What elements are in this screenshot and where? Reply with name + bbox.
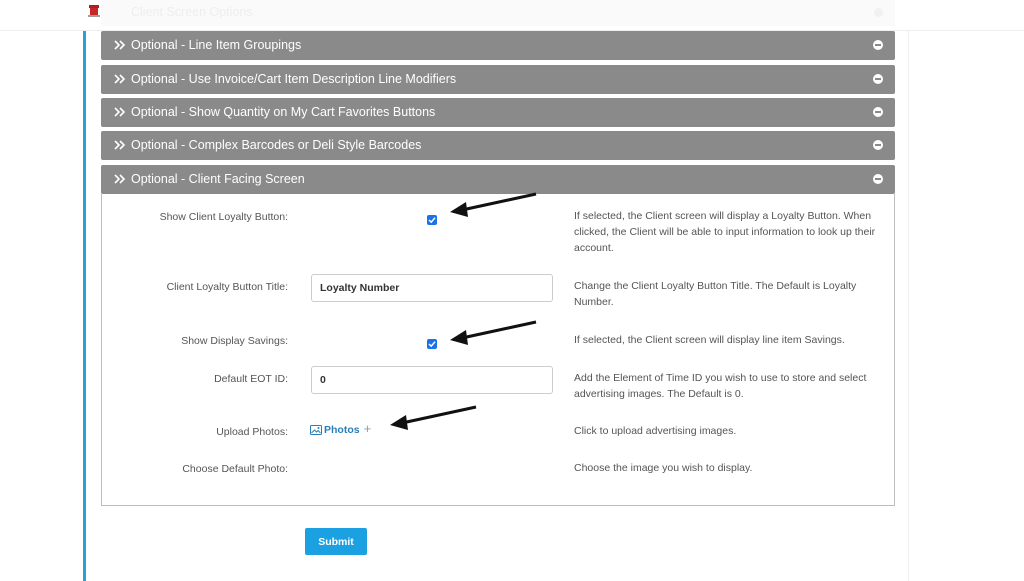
image-icon xyxy=(310,425,322,435)
loyalty-title-help: Change the Client Loyalty Button Title. The Default is Loyalty Number. xyxy=(574,280,857,308)
default-photo-label: Choose Default Photo: xyxy=(182,463,288,475)
loyalty-title-label: Client Loyalty Button Title: xyxy=(166,281,288,293)
accordion-title: Client Screen Options xyxy=(131,5,253,19)
loyalty-title-input[interactable] xyxy=(311,274,553,302)
accordion-title: Optional - Client Facing Screen xyxy=(131,172,305,186)
double-chevron-right-icon xyxy=(113,71,127,87)
collapse-icon xyxy=(874,8,883,17)
double-chevron-right-icon xyxy=(113,104,127,120)
default-photo-help: Choose the image you wish to display. xyxy=(574,462,753,474)
show-loyalty-label: Show Client Loyalty Button: xyxy=(159,211,288,223)
double-chevron-right-icon xyxy=(113,171,127,187)
show-loyalty-help: If selected, the Client screen will display a Loyalty Button. When clicked, the Client will be able to input information to look up their account. xyxy=(574,210,876,254)
show-savings-label: Show Display Savings: xyxy=(181,335,288,347)
collapse-icon[interactable] xyxy=(873,40,883,50)
plus-icon: + xyxy=(363,421,372,436)
show-loyalty-checkbox[interactable] xyxy=(427,215,437,225)
accordion-title: Optional - Use Invoice/Cart Item Description Line Modifiers xyxy=(131,72,457,86)
check-icon xyxy=(427,215,437,225)
accordion-title: Optional - Line Item Groupings xyxy=(131,38,302,52)
collapse-icon[interactable] xyxy=(873,174,883,184)
check-icon xyxy=(427,339,437,349)
accordion-cart-favorites-quantity[interactable] xyxy=(101,98,895,127)
show-savings-checkbox[interactable] xyxy=(427,339,437,349)
collapse-icon[interactable] xyxy=(873,140,883,150)
logo-icon xyxy=(86,3,102,19)
annotation-arrow-icon xyxy=(448,318,540,348)
accordion-line-item-groupings[interactable] xyxy=(101,31,895,60)
accordion-title: Optional - Complex Barcodes or Deli Style Barcodes xyxy=(131,138,422,152)
collapse-icon[interactable] xyxy=(873,107,883,117)
default-eot-label: Default EOT ID: xyxy=(214,373,288,385)
accordion-title: Optional - Show Quantity on My Cart Favorites Buttons xyxy=(131,105,436,119)
annotation-arrow-icon xyxy=(388,403,480,433)
top-bar xyxy=(0,0,1024,31)
annotation-arrow-icon xyxy=(448,190,540,220)
double-chevron-right-icon xyxy=(113,137,127,153)
collapse-icon[interactable] xyxy=(873,74,883,84)
accordion-description-line-modifiers[interactable] xyxy=(101,65,895,94)
accordion-client-screen-options[interactable] xyxy=(101,0,895,26)
photos-link-text: Photos xyxy=(324,424,360,436)
upload-photos-link[interactable] xyxy=(310,421,371,436)
upload-photos-help: Click to upload advertising images. xyxy=(574,425,737,437)
show-savings-help: If selected, the Client screen will display line item Savings. xyxy=(574,334,845,346)
default-eot-help: Add the Element of Time ID you wish to use to store and select advertising images. The Default is 0. xyxy=(574,372,867,400)
submit-button[interactable]: Submit xyxy=(305,528,367,555)
default-eot-input[interactable] xyxy=(311,366,553,394)
upload-photos-label: Upload Photos: xyxy=(216,426,288,438)
right-divider xyxy=(908,31,909,581)
accordion-complex-barcodes[interactable] xyxy=(101,131,895,160)
left-accent-bar xyxy=(83,31,86,581)
double-chevron-right-icon xyxy=(113,37,127,53)
